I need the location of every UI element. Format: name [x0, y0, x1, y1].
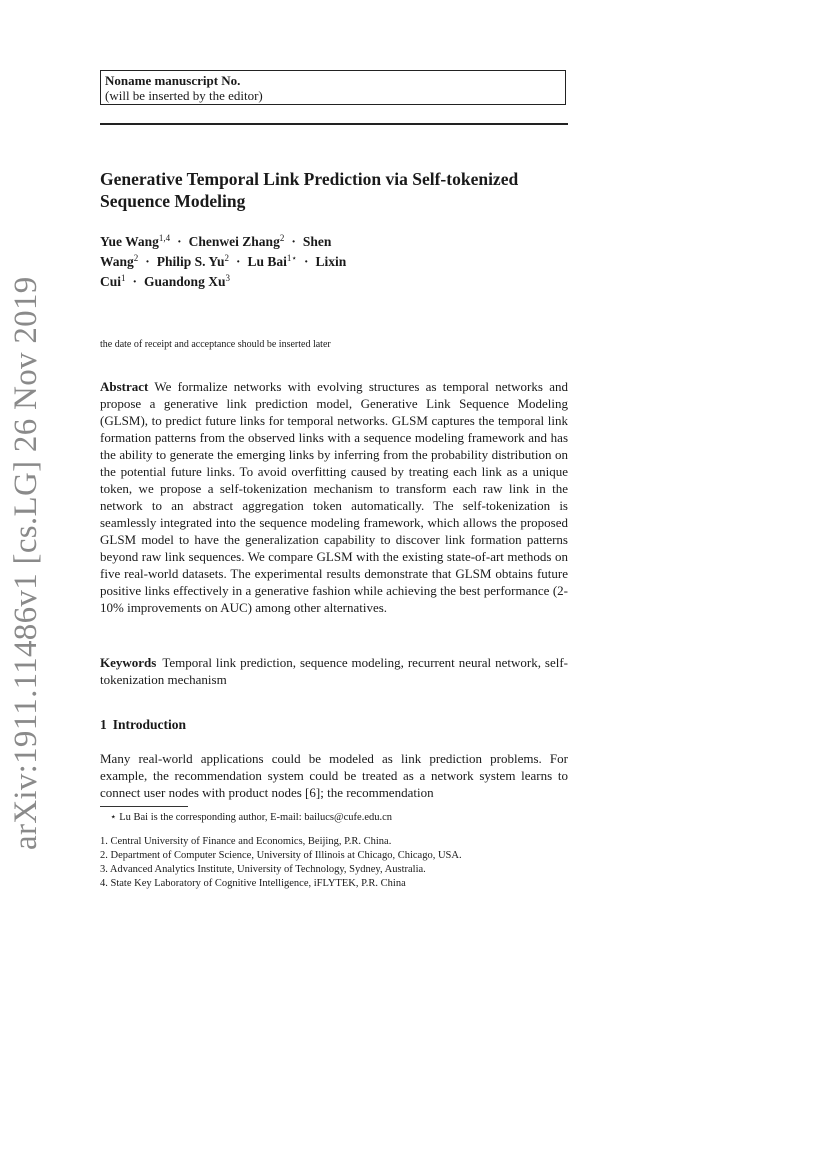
author-separator: · [177, 234, 182, 249]
affiliation-footnote: 1. Central University of Finance and Economics, Beijing, P.R. China. [100, 836, 392, 847]
abstract [100, 378, 568, 616]
header-rule [100, 123, 568, 125]
section-title: Introduction [112, 717, 187, 732]
author: Lu Bai$^{1⋆}$ [247, 253, 298, 269]
keywords-text: Temporal link prediction, sequence modeling, recurrent neural network, self-tokenization mechanism [100, 655, 568, 687]
author: Lixin Cui$^1$ [100, 254, 347, 289]
footnote-rule [100, 806, 188, 807]
author: Yue Wang$^{1,4}$ [100, 233, 171, 249]
keywords-label: Keywords [100, 655, 157, 670]
affiliation-footnote: 3. Advanced Analytics Institute, University of Technology, Sydney, Australia. [100, 864, 426, 875]
keywords [100, 654, 568, 688]
author-separator: · [291, 234, 296, 249]
author-list [100, 232, 420, 292]
arxiv-stamp: arXiv:1911.11486v1 [cs.LG] 26 Nov 2019 [8, 276, 44, 850]
corresponding-author-footnote: ⋆ Lu Bai is the corresponding author, E-mail: bailucs@cufe.edu.cn [110, 812, 393, 823]
manuscript-number: Noname manuscript No. [105, 73, 241, 88]
date-note: the date of receipt and acceptance should be inserted later [100, 339, 331, 350]
author: Shen Wang$^2$ [100, 234, 332, 269]
author: Philip S. Yu$^2$ [156, 253, 229, 269]
author-separator: · [235, 254, 241, 269]
section-heading [100, 717, 186, 733]
author: Chenwei Zhang$^2$ [188, 233, 285, 249]
affiliation-footnote: 4. State Key Laboratory of Cognitive Intelligence, iFLYTEK, P.R. China [100, 878, 406, 889]
section-number: 1 [100, 717, 107, 732]
abstract-label: Abstract [100, 379, 149, 394]
introduction-text: Many real-world applications could be modeled as link prediction problems. For example, the recommendation system could be treated as a network system learns to connect user nodes with product nodes [6]; the recommendation [100, 751, 568, 800]
author: Guandong Xu$^3$ [144, 273, 230, 289]
author-separator: · [145, 254, 150, 269]
manuscript-header-box [100, 70, 566, 105]
paper-title: Generative Temporal Link Prediction via Self-tokenized Sequence Modeling [100, 169, 519, 211]
abstract-text: We formalize networks with evolving structures as temporal networks and propose a generative link prediction model, Generative Link Sequence Modeling (GLSM), to predict future links for temporal networks. GLSM captures the temporal link formation patterns from the observed links with a sequence modeling framework and has the ability to generate the emerging links by inferring from the probability distribution on the potential future links. To avoid overfitting caused by treating each link as a unique token, we propose a self-tokenization mechanism to transform each raw link in the network to an abstract aggregation token automatically. The self-tokenization is seamlessly integrated into the sequence modeling framework, which allows the proposed GLSM model to have the generalization capability to discover link formation patterns beyond raw link sequences. We compare GLSM with the existing state-of-art methods on five real-world datasets. The experimental results demonstrate that GLSM obtains future positive links effectively in a generative fashion while achieving the best performance (2-10% improvements on AUC) among other alternatives. [100, 379, 568, 615]
author-separator: · [304, 254, 309, 269]
editor-note: (will be inserted by the editor) [105, 88, 263, 103]
affiliation-footnote: 2. Department of Computer Science, University of Illinois at Chicago, Chicago, USA. [100, 850, 462, 861]
author-separator: · [132, 274, 138, 289]
